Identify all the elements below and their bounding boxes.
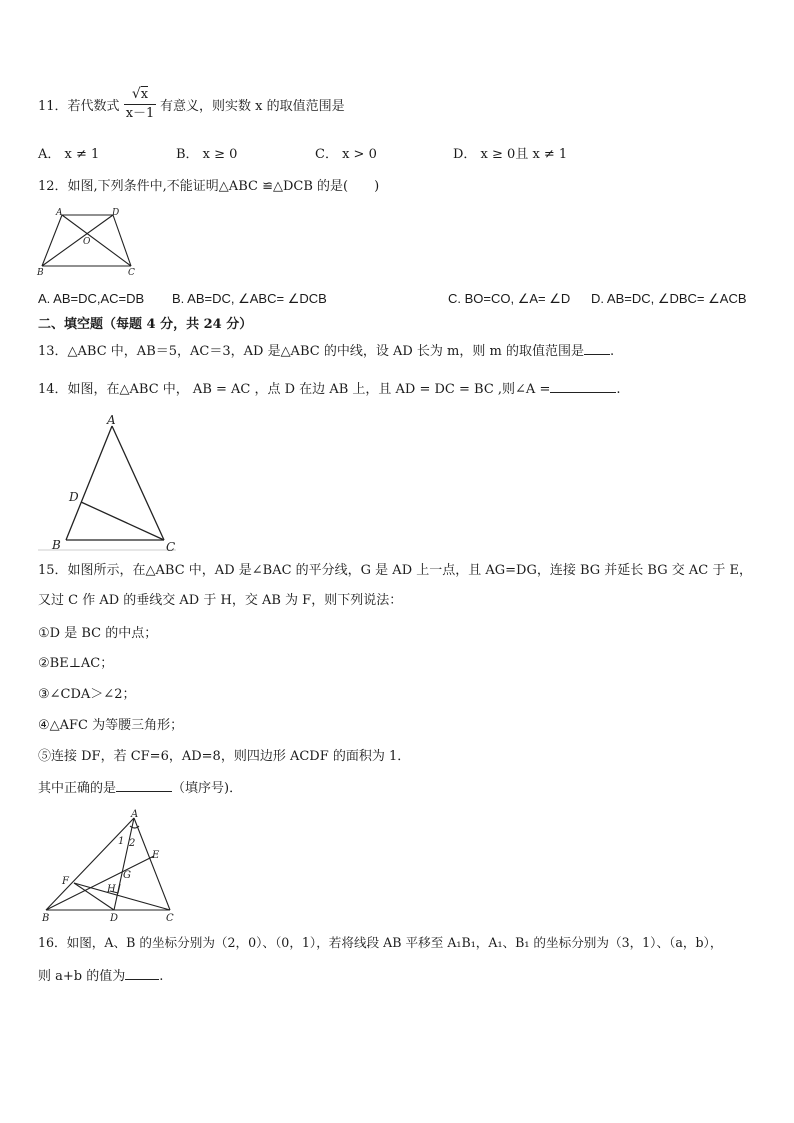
q12-label-d: D — [112, 208, 120, 218]
q15-answer-prefix: 其中正确的是 — [38, 781, 117, 796]
q11-option-a: A． x ≠ 1 — [38, 147, 100, 162]
q14-period: . — [616, 382, 621, 397]
q15-label-g: G — [123, 870, 131, 881]
q15-label-b: B — [42, 913, 50, 924]
q13-answer-blank — [584, 342, 610, 355]
q12-label-o: O — [83, 237, 91, 247]
q13-period: . — [609, 344, 615, 359]
q11-fraction: $\frac{√x}{x-1}$ — [125, 86, 155, 121]
q15-item-3: ③∠CDA＞∠2； — [38, 687, 136, 702]
q11-option-d: D． x ≥ 0且 x ≠ 1 — [453, 147, 568, 162]
q15-answer-suffix: （填序号)． — [172, 781, 243, 796]
q12-label-b: B — [37, 268, 44, 278]
q15-line-1: 15．如图所示，在△ABC 中，AD 是∠BAC 的平分线，G 是 AD 上一点，且 AG=DG，连接 BG 并延长 BG 交 AC 于 E， — [38, 563, 752, 578]
q15-label-c: C — [166, 913, 174, 924]
q15-item-2: ②BE⊥AC； — [38, 656, 114, 671]
q11-option-c: C． x > 0 — [315, 147, 377, 162]
q15-answer-blank — [116, 779, 172, 792]
q11-stem — [38, 98, 120, 116]
q12-option-c: C. BO=CO, ∠A= ∠D — [448, 291, 571, 306]
q15-label-a: A — [131, 809, 139, 820]
q15-item-1: ①D 是 BC 的中点； — [38, 626, 158, 641]
q16-answer-blank — [125, 967, 159, 980]
q14-text: 14．如图，在△ABC 中， AB = AC ，点 D 在边 AB 上，且 AD = DC = BC ,则∠A = — [38, 382, 551, 397]
q11-prefix: 11．若代数式 — [38, 99, 120, 114]
q15-item-5: ⑤连接 DF，若 CF=6，AD=8，则四边形 ACDF 的面积为 1． — [38, 749, 411, 764]
q11-option-b: B． x ≥ 0 — [176, 147, 238, 162]
q15-label-f: F — [62, 876, 69, 887]
q12-option-a: A. AB=DC,AC=DB — [38, 291, 145, 306]
q16-line-1: 16．如图，A、B 的坐标分别为（2，0）、（0，1），若将线段 AB 平移至 A₁B₁，A₁、B₁ 的坐标分别为（3，1）、（a，b）， — [38, 935, 723, 950]
q13-text: 13．△ABC 中，AB＝5，AC＝3，AD 是△ABC 的中线，设 AD 长为 m，则 m 的取值范围是 — [38, 344, 584, 359]
q15-figure — [36, 806, 186, 926]
q15-item-4: ④△AFC 为等腰三角形； — [38, 718, 184, 733]
section-fill-in-heading: 二、填空题（每题 4 分，共 24 分） — [38, 317, 253, 332]
q12-stem: 12．如图,下列条件中,不能证明△ABC ≌△DCB 的是( ) — [38, 179, 380, 194]
q15-label-d: D — [110, 913, 119, 924]
q15-label-angle-1: 1 — [118, 836, 125, 847]
q15-line-2: 又过 C 作 AD 的垂线交 AD 于 H，交 AB 为 F，则下列说法： — [38, 593, 403, 608]
q12-option-d: D. AB=DC, ∠DBC= ∠ACB — [591, 291, 747, 306]
q16-period: . — [159, 969, 164, 984]
q15-label-h: H — [107, 884, 116, 895]
q12-option-b: B. AB=DC, ∠ABC= ∠DCB — [172, 291, 327, 306]
q14-label-c: C — [166, 540, 176, 554]
q15-answer-line — [38, 779, 242, 798]
q14-answer-blank — [550, 380, 616, 393]
q15-label-angle-2: 2 — [129, 838, 136, 849]
q15-label-e: E — [152, 850, 160, 861]
q16-line-2 — [38, 967, 163, 986]
q14-label-d: D — [69, 490, 79, 504]
q12-label-a: A — [56, 208, 63, 218]
q14-figure — [36, 412, 186, 556]
q14-label-a: A — [107, 413, 116, 427]
q13-stem — [38, 342, 614, 361]
q14-stem — [38, 380, 620, 399]
q11-suffix: 有意义，则实数 x 的取值范围是 — [160, 99, 345, 114]
q11-frac-denominator: x－1 — [125, 106, 155, 121]
q11-frac-numerator: x — [140, 87, 149, 102]
q16-text: 则 a+b 的值为 — [38, 969, 126, 984]
q12-figure — [36, 206, 140, 278]
q12-label-c: C — [128, 268, 135, 278]
q14-label-b: B — [52, 538, 61, 552]
